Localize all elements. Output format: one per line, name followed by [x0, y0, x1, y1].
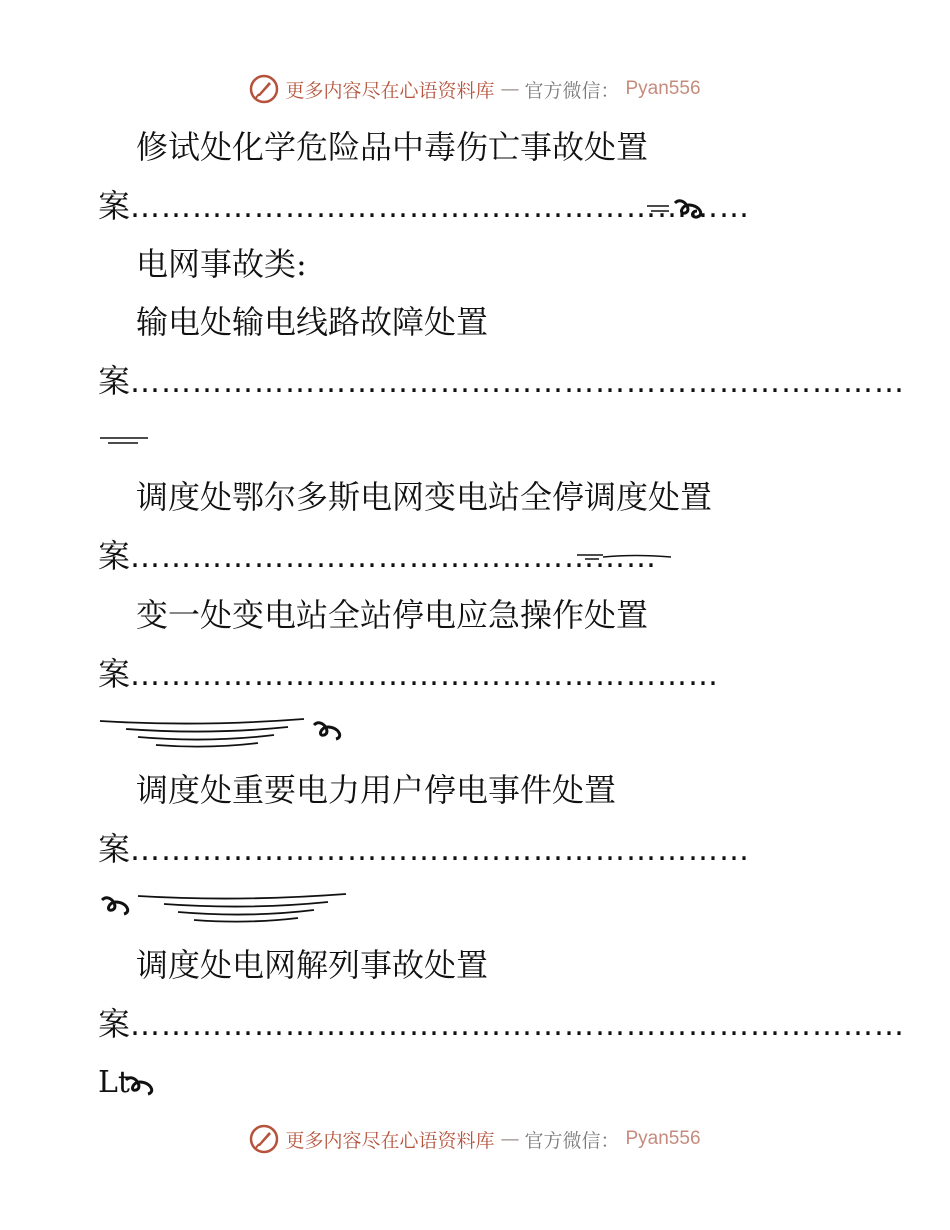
quill-logo-icon — [249, 1124, 279, 1154]
toc-leader-dots: ………………………………………………………………… — [130, 365, 906, 400]
watermark-official-label: 官方微信： — [524, 1129, 620, 1152]
toc-entry-tail-char: 案 — [98, 1005, 131, 1043]
page-number-ornament-icon — [98, 890, 358, 926]
page-number-ornament-icon — [645, 193, 715, 223]
watermark-dash: — — [500, 1128, 519, 1150]
toc-leader-dots: …………………………………………… — [130, 540, 658, 575]
header-watermark — [0, 74, 950, 104]
toc-entry-title[interactable]: 调度处重要电力用户停电事件处置 — [136, 771, 617, 809]
toc-entry-tail[interactable] — [98, 829, 750, 871]
toc-leader-dots: …………………………………………………… — [130, 190, 751, 225]
toc-entry-tail[interactable] — [98, 1004, 905, 1046]
toc-leader-dots: ………………………………………………………………… — [130, 1008, 906, 1043]
toc-entry-tail-char: 案 — [98, 537, 131, 575]
toc-entry-tail[interactable] — [98, 654, 719, 696]
page-number-ornament-icon — [98, 715, 358, 751]
toc-leader-dots: ………………………………………………… — [130, 658, 720, 693]
toc-entry-tail-char: 案 — [98, 187, 131, 225]
page-number-ornament-icon — [98, 430, 158, 450]
toc-entry-title[interactable]: 变一处变电站全站停电应急操作处置 — [136, 596, 649, 634]
page-number-mark: Lt — [98, 1065, 130, 1100]
section-heading: 电网事故类: — [136, 245, 307, 283]
watermark-wechat-id: Pyan556 — [625, 1128, 701, 1149]
toc-entry-tail-char: 案 — [98, 655, 131, 693]
toc-entry-title[interactable]: 修试处化学危险品中毒伤亡事故处置 — [136, 128, 649, 166]
page-number-ornament-icon — [122, 1070, 162, 1100]
quill-logo-icon — [249, 74, 279, 104]
toc-entry-title[interactable]: 输电处输电线路故障处置 — [136, 303, 489, 341]
watermark-wechat-id: Pyan556 — [625, 78, 701, 99]
watermark-official-label: 官方微信： — [524, 79, 620, 102]
watermark-dash: — — [500, 78, 519, 100]
toc-leader-dots: …………………………………………………… — [130, 833, 751, 868]
watermark-brand: 更多内容尽在心语资料库 — [285, 79, 495, 102]
toc-entry-tail[interactable] — [98, 536, 657, 578]
watermark-brand: 更多内容尽在心语资料库 — [285, 1129, 495, 1152]
page-number-ornament-icon — [575, 545, 675, 565]
toc-entry-tail-char: 案 — [98, 830, 131, 868]
toc-entry-title[interactable]: 调度处电网解列事故处置 — [136, 946, 489, 984]
toc-entry-title[interactable]: 调度处鄂尔多斯电网变电站全停调度处置 — [136, 478, 713, 516]
toc-entry-tail-char: 案 — [98, 362, 131, 400]
footer-watermark — [0, 1124, 950, 1154]
toc-entry-tail[interactable] — [98, 361, 905, 403]
